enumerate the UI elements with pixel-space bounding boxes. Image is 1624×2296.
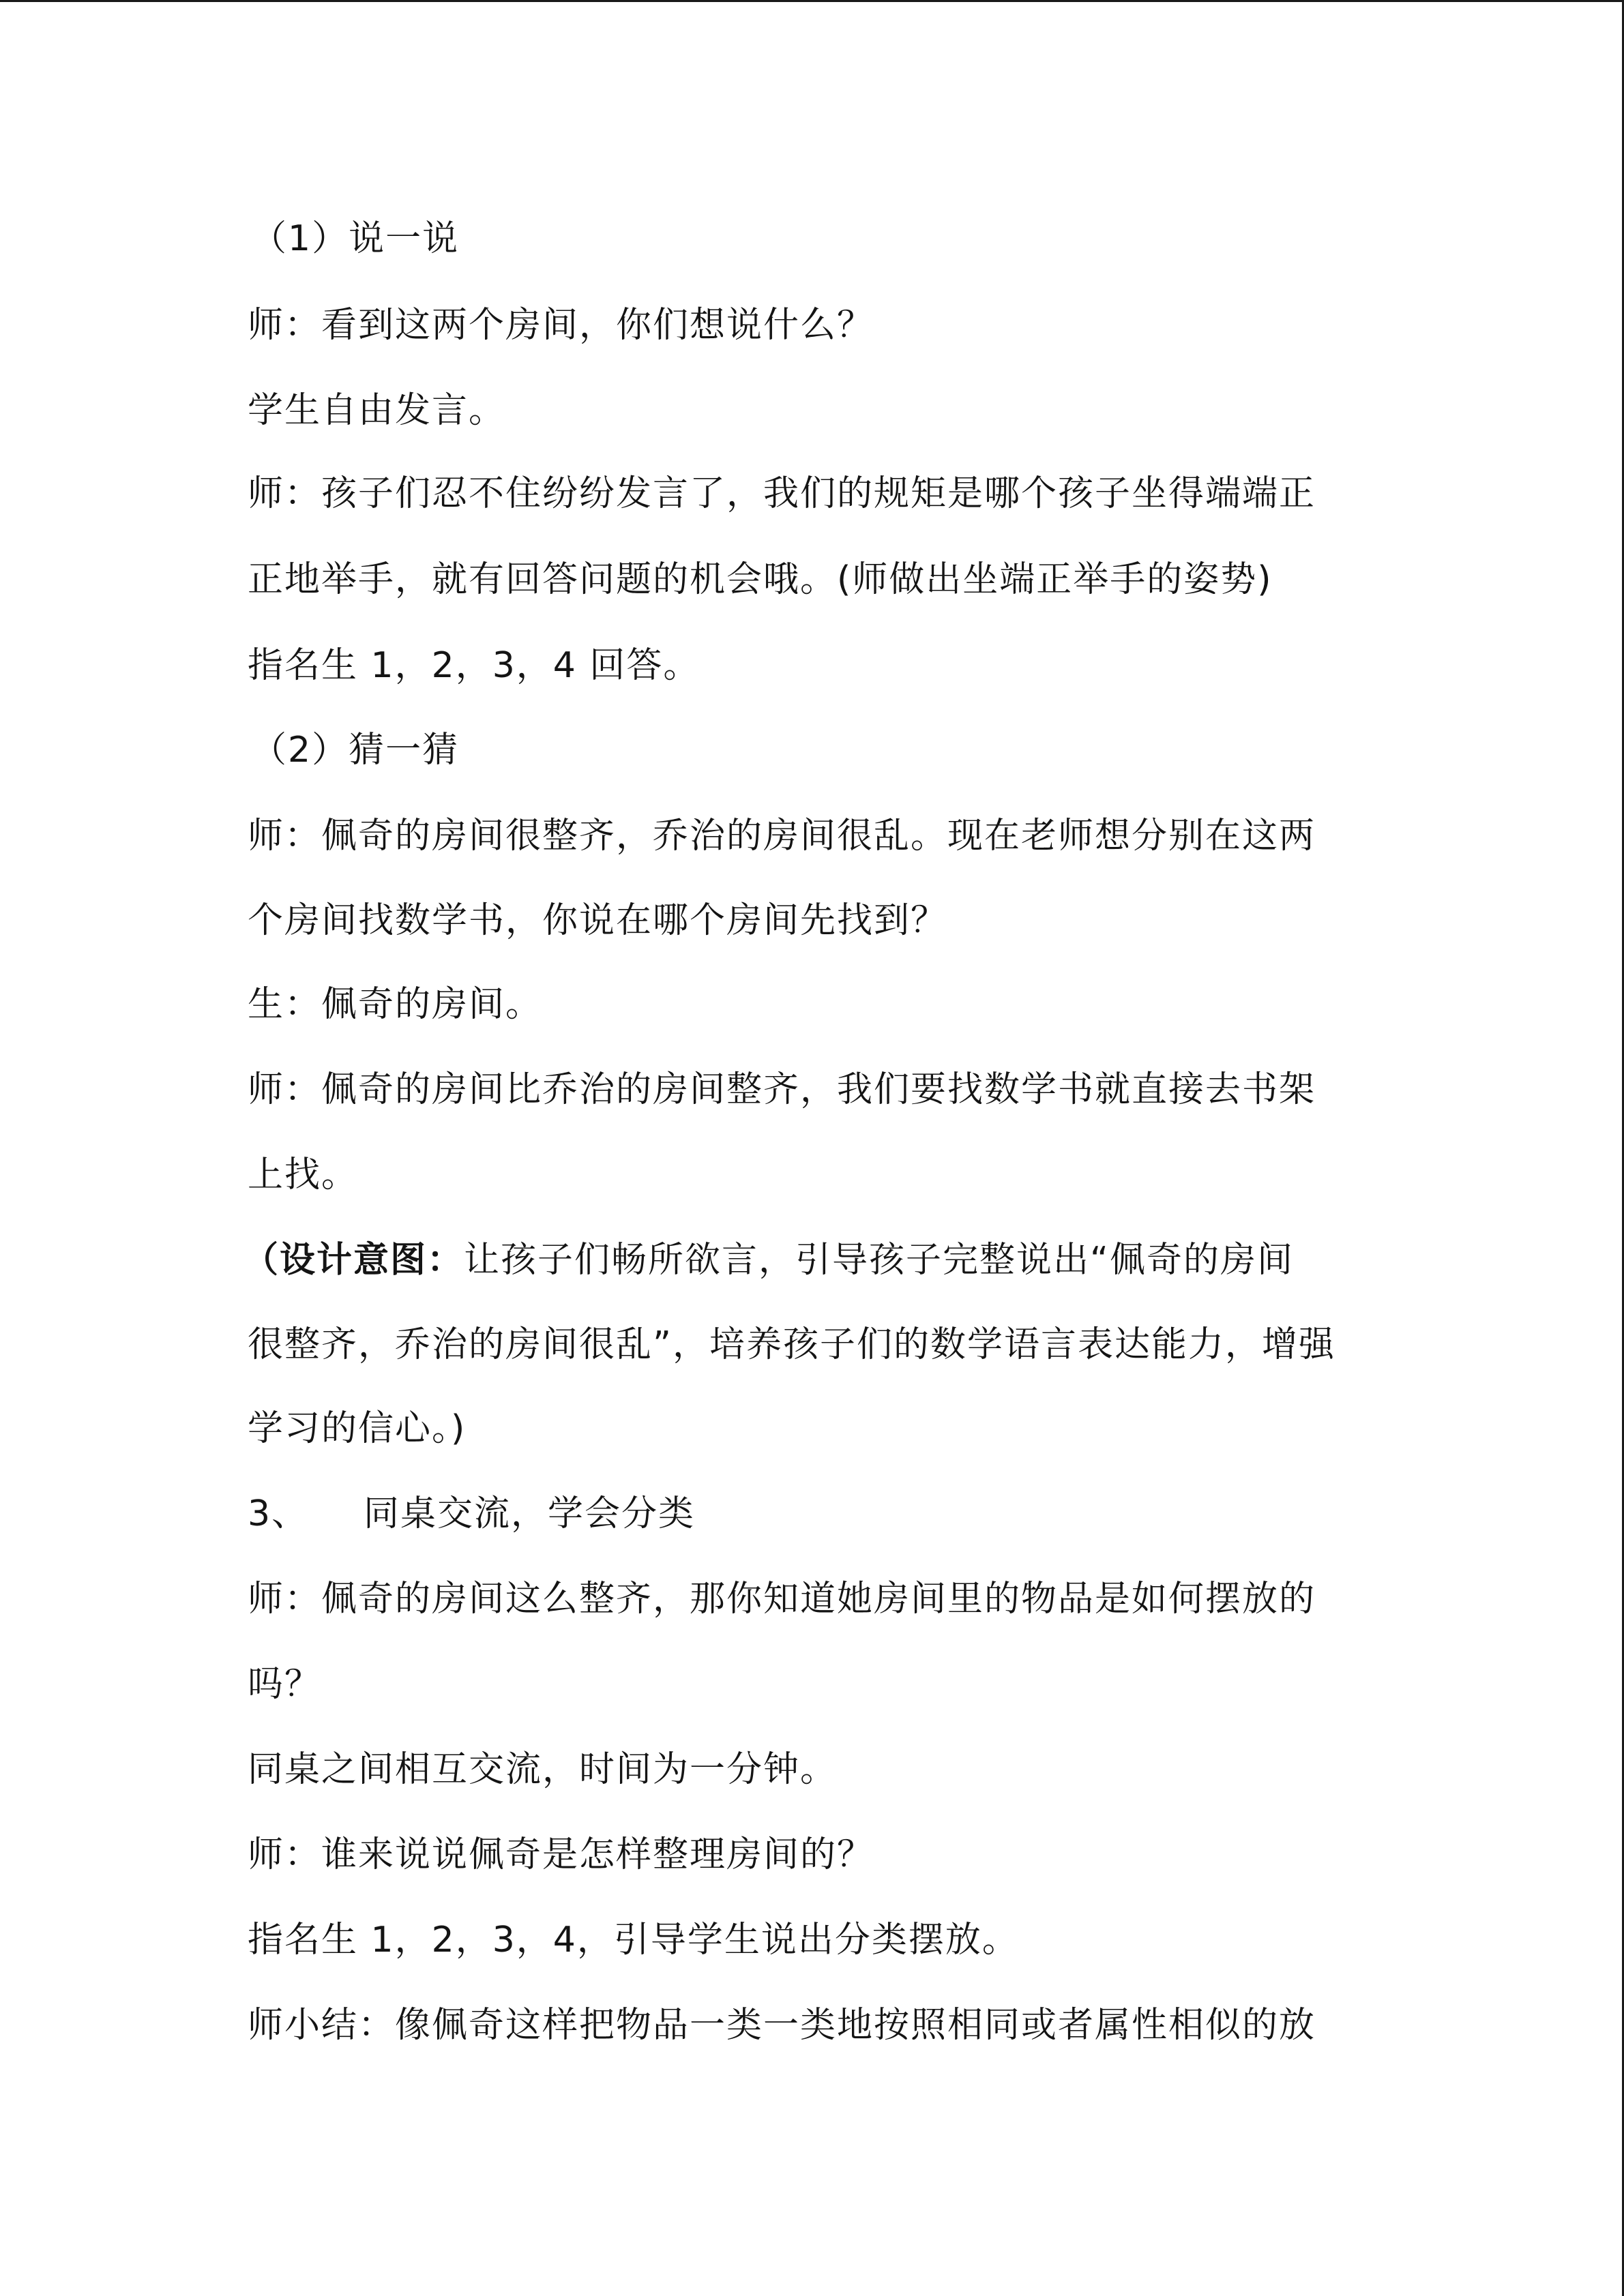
paragraph-line: 学习的信心。) (248, 1408, 467, 1449)
paragraph-line: 师：佩奇的房间很整齐，乔治的房间很乱。现在老师想分别在这两 (248, 816, 1316, 856)
design-intent-text: 让孩子们畅所欲言，引导孩子完整说出“佩奇的房间 (464, 1240, 1294, 1281)
paragraph-line: 师：看到这两个房间，你们想说什么？ (248, 305, 874, 346)
design-intent-label: （设计意图： (243, 1240, 464, 1281)
paragraph-line: 同桌之间相互交流，时间为一分钟。 (248, 1749, 838, 1790)
paragraph-line: 师：佩奇的房间比乔治的房间整齐，我们要找数学书就直接去书架 (248, 1069, 1316, 1110)
design-intent-line (243, 1233, 1294, 1287)
paragraph-line: 很整齐，乔治的房间很乱”，培养孩子们的数学语言表达能力，增强 (248, 1324, 1335, 1365)
paragraph-line: 师：佩奇的房间这么整齐，那你知道她房间里的物品是如何摆放的 (248, 1579, 1316, 1620)
paragraph-line: 正地举手，就有回答问题的机会哦。(师做出坐端正举手的姿势) (248, 559, 1273, 600)
paragraph-line: 个房间找数学书，你说在哪个房间先找到？ (248, 900, 948, 941)
paragraph-line: 吗？ (248, 1664, 322, 1705)
paragraph-line: 师小结：像佩奇这样把物品一类一类地按照相同或者属性相似的放 (248, 2005, 1316, 2046)
paragraph-line: 学生自由发言。 (248, 390, 506, 431)
paragraph-line: 师：孩子们忍不住纷纷发言了，我们的规矩是哪个孩子坐得端端正 (248, 473, 1316, 514)
section-heading-guess: （2）猜一猜 (251, 730, 460, 771)
section-heading-share (248, 1487, 695, 1541)
section-number: 3、 (248, 1493, 309, 1534)
paragraph-line: 指名生 1，2，3，4 回答。 (248, 645, 700, 686)
paragraph-line: 指名生 1，2，3，4，引导学生说出分类摆放。 (248, 1920, 1019, 1960)
paragraph-line: 师：谁来说说佩奇是怎样整理房间的？ (248, 1834, 874, 1875)
paragraph-line: 生：佩奇的房间。 (248, 984, 543, 1025)
section-heading-say: （1）说一说 (251, 218, 460, 259)
paragraph-line: 上找。 (248, 1154, 359, 1195)
section-title: 同桌交流，学会分类 (364, 1493, 696, 1534)
